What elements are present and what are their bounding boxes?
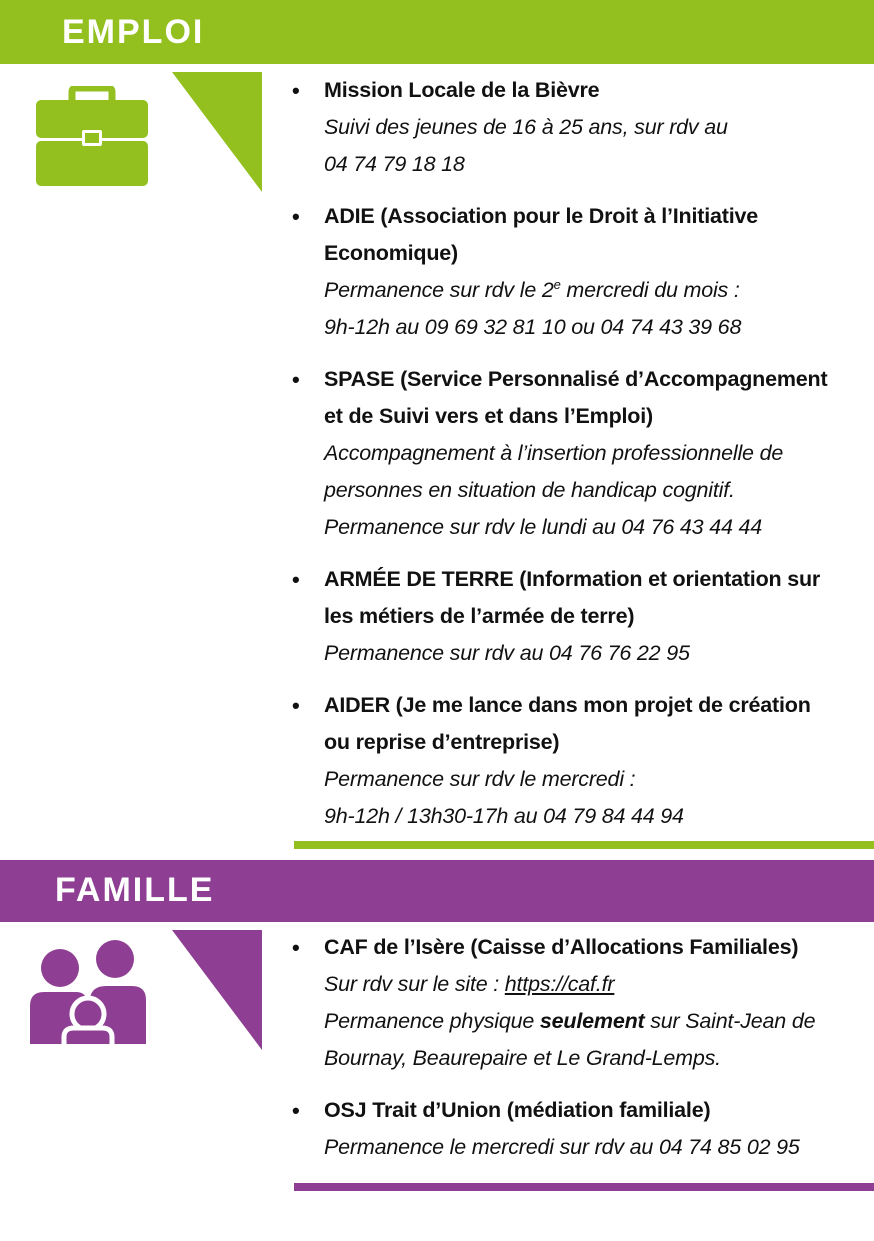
list-item (290, 361, 860, 546)
entry-detail: Permanence sur rdv le 2e mercredi du mois : (324, 276, 740, 302)
emploi-divider (294, 841, 874, 849)
emploi-decorative-triangle (172, 72, 262, 197)
list-item (290, 1092, 860, 1166)
famille-section-title: FAMILLE (55, 871, 215, 909)
entry-title: ou reprise d’entreprise) (324, 730, 560, 754)
entry-phone: 9h-12h / 13h30-17h au 04 79 84 44 94 (324, 804, 684, 828)
entry-detail: Bournay, Beaurepaire et Le Grand-Lemps. (324, 1046, 721, 1070)
bullet-icon: • (292, 367, 300, 392)
family-icon (30, 940, 146, 1044)
entry-title: les métiers de l’armée de terre) (324, 604, 635, 628)
entry-title: ARMÉE DE TERRE (Information et orientation sur (324, 567, 821, 591)
emploi-header-band (0, 0, 874, 64)
bullet-icon: • (292, 935, 300, 960)
famille-list (290, 929, 860, 1166)
entry-title: OSJ Trait d’Union (médiation familiale) (324, 1098, 711, 1122)
entry-detail: Accompagnement à l’insertion professionnelle de (324, 441, 784, 465)
famille-decorative-triangle (172, 930, 262, 1055)
entry-detail: Sur rdv sur le site : https://caf.fr (324, 972, 615, 996)
entry-title: Mission Locale de la Bièvre (324, 78, 600, 102)
briefcase-icon (36, 86, 148, 186)
entry-detail: Permanence sur rdv le mercredi : (324, 767, 636, 791)
entry-title: Economique) (324, 241, 458, 265)
bullet-icon: • (292, 78, 300, 103)
list-item (290, 929, 860, 1077)
bullet-icon: • (292, 1098, 300, 1123)
entry-title: SPASE (Service Personnalisé d’Accompagnement (324, 367, 828, 391)
entry-phone: Permanence le mercredi sur rdv au 04 74 85 02 95 (324, 1135, 800, 1159)
list-item (290, 687, 860, 835)
entry-title: CAF de l’Isère (Caisse d’Allocations Familiales) (324, 935, 799, 959)
famille-divider (294, 1183, 874, 1191)
entry-phone: 04 74 79 18 18 (324, 152, 465, 176)
list-item (290, 561, 860, 672)
emploi-list (290, 72, 860, 835)
entry-phone: 9h-12h au 09 69 32 81 10 ou 04 74 43 39 68 (324, 315, 742, 339)
list-item (290, 72, 860, 183)
entry-detail: personnes en situation de handicap cognitif. (324, 478, 735, 502)
bullet-icon: • (292, 567, 300, 592)
emploi-section-title: EMPLOI (62, 13, 205, 51)
entry-phone: Permanence sur rdv au 04 76 76 22 95 (324, 641, 690, 665)
list-item (290, 198, 860, 346)
entry-phone: Permanence sur rdv le lundi au 04 76 43 44 44 (324, 515, 763, 539)
entry-detail: Suivi des jeunes de 16 à 25 ans, sur rdv au (324, 115, 728, 139)
entry-title: AIDER (Je me lance dans mon projet de création (324, 693, 811, 717)
caf-website-link[interactable]: https://caf.fr (504, 972, 615, 996)
entry-title: et de Suivi vers et dans l’Emploi) (324, 404, 653, 428)
bullet-icon: • (292, 204, 300, 229)
famille-header-band (0, 860, 874, 922)
bullet-icon: • (292, 693, 300, 718)
entry-detail: Permanence physique seulement sur Saint-Jean de (324, 1009, 816, 1033)
entry-title: ADIE (Association pour le Droit à l’Initiative (324, 204, 759, 228)
